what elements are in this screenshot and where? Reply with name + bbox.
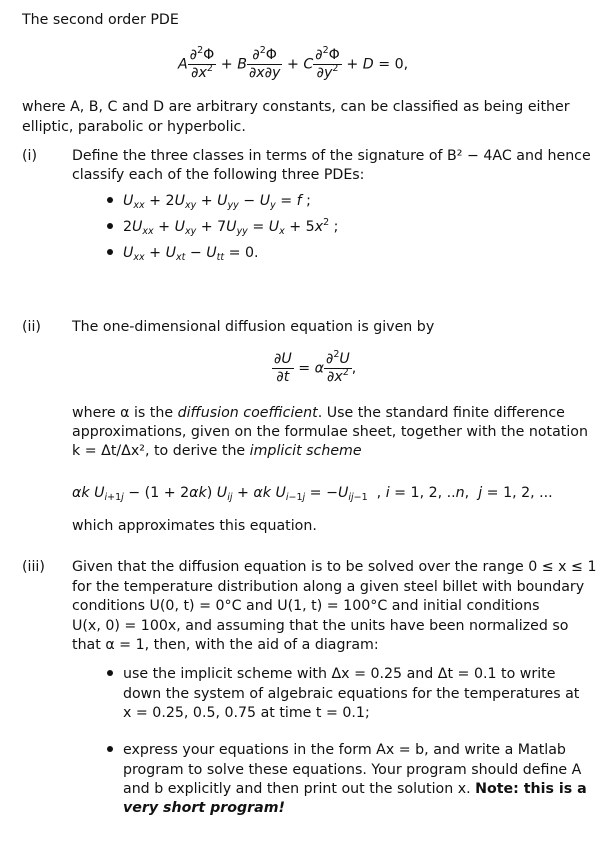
bullet-1-text-1: use the implicit scheme with Δx = 0.25 and Δt = 0.1 to write [123,666,556,682]
note-end-text: very short program! [123,800,285,816]
diffusion-coefficient-term: diffusion coefficient [177,405,318,421]
part-2-text-4 [72,443,362,459]
part-2-text-3: approximations, given on the formulae sheet, together with the notation [72,424,588,440]
part-3-label: (iii) [22,559,45,575]
part-2-text-1: The one-dimensional diffusion equation is given by [72,319,435,335]
part-3-text-5: that α = 1, then, with the aid of a diagram: [72,637,379,653]
bullet-2-text-1: express your equations in the form Ax = b, and write a Matlab [123,742,566,758]
bullet-2-text-3-main: and b explicitly and then print out the solution x. [123,781,476,797]
note-text: Note: this is a [475,781,587,797]
where-text-2: elliptic, parabolic or hyperbolic. [22,119,246,135]
intro-text: The second order PDE [22,12,179,28]
bullet-2-text-2: program to solve these equations. Your program should define A [123,762,582,778]
where-text-1: where A, B, C and D are arbitrary constants, can be classified as being either [22,99,570,115]
implicit-scheme-equation: αk $U_{i+1j} - (1 + 2\alpha k) U_{ij} + \alpha k$ $U_{i-1j} = -U_{ij-1}$ , i = 1, 2, ..n, j = 1, 2, ... [72,485,553,503]
pde-item-1: $U_{xx} + 2U_{xy} + U_{yy} - U_y = f$ ; [107,193,311,209]
notation-text: k = Δt/Δx², to derive the [72,443,250,459]
bullet-1-text-2: down the system of algebraic equations for the temperatures at [123,686,580,702]
pde-item-2: $2U_{xx} + U_{xy} + 7U_{yy} = U_x + 5x^2$ ; [107,219,338,235]
pde-equation: A $\frac{\partial^2\Phi}{\partial x^2}$ + B $\frac{\partial^2\Phi}{\partial x\partial y}$ + C $\frac{\partial^2\Phi}{\partial y^2}$ + D = 0, [178,45,409,81]
part-2-text-2 [72,405,565,421]
part-1-label: (i) [22,148,38,164]
part-2-label: (ii) [22,319,41,335]
part-3-text-3: conditions U(0, t) = 0°C and U(1, t) = 100°C and initial conditions [72,598,540,614]
bullet-2-marker [107,742,123,758]
part-3-text-2: for the temperature distribution along a given steel billet with boundary [72,579,585,595]
bullet-1-marker [107,666,123,682]
pde-item-3: $U_{xx} + U_{xt} - U_{tt} = 0$. [107,245,259,261]
part-2-text-5: which approximates this equation. [72,518,317,534]
part-1-text-1: Define the three classes in terms of the signature of B² − 4AC and hence [72,148,591,164]
bullet-2-text-3 [123,781,587,797]
part-3-text-4: U(x, 0) = 100x, and assuming that the units have been normalized so [72,618,569,634]
diffusion-equation: $\frac{\partial U}{\partial t}$ = α $\frac{\partial^2U}{\partial x^2}$ , [274,349,357,385]
where-alpha-tail: . Use the standard finite difference [317,405,565,421]
where-alpha-text: where α is the [72,405,178,421]
part-1-text-2: classify each of the following three PDEs: [72,167,365,183]
part-3-text-1: Given that the diffusion equation is to be solved over the range 0 ≤ x ≤ 1 [72,559,597,575]
bullet-2-text-4 [123,800,285,816]
bullet-1-text-3: x = 0.25, 0.5, 0.75 at time t = 0.1; [123,705,370,721]
implicit-scheme-term: implicit scheme [249,443,362,459]
